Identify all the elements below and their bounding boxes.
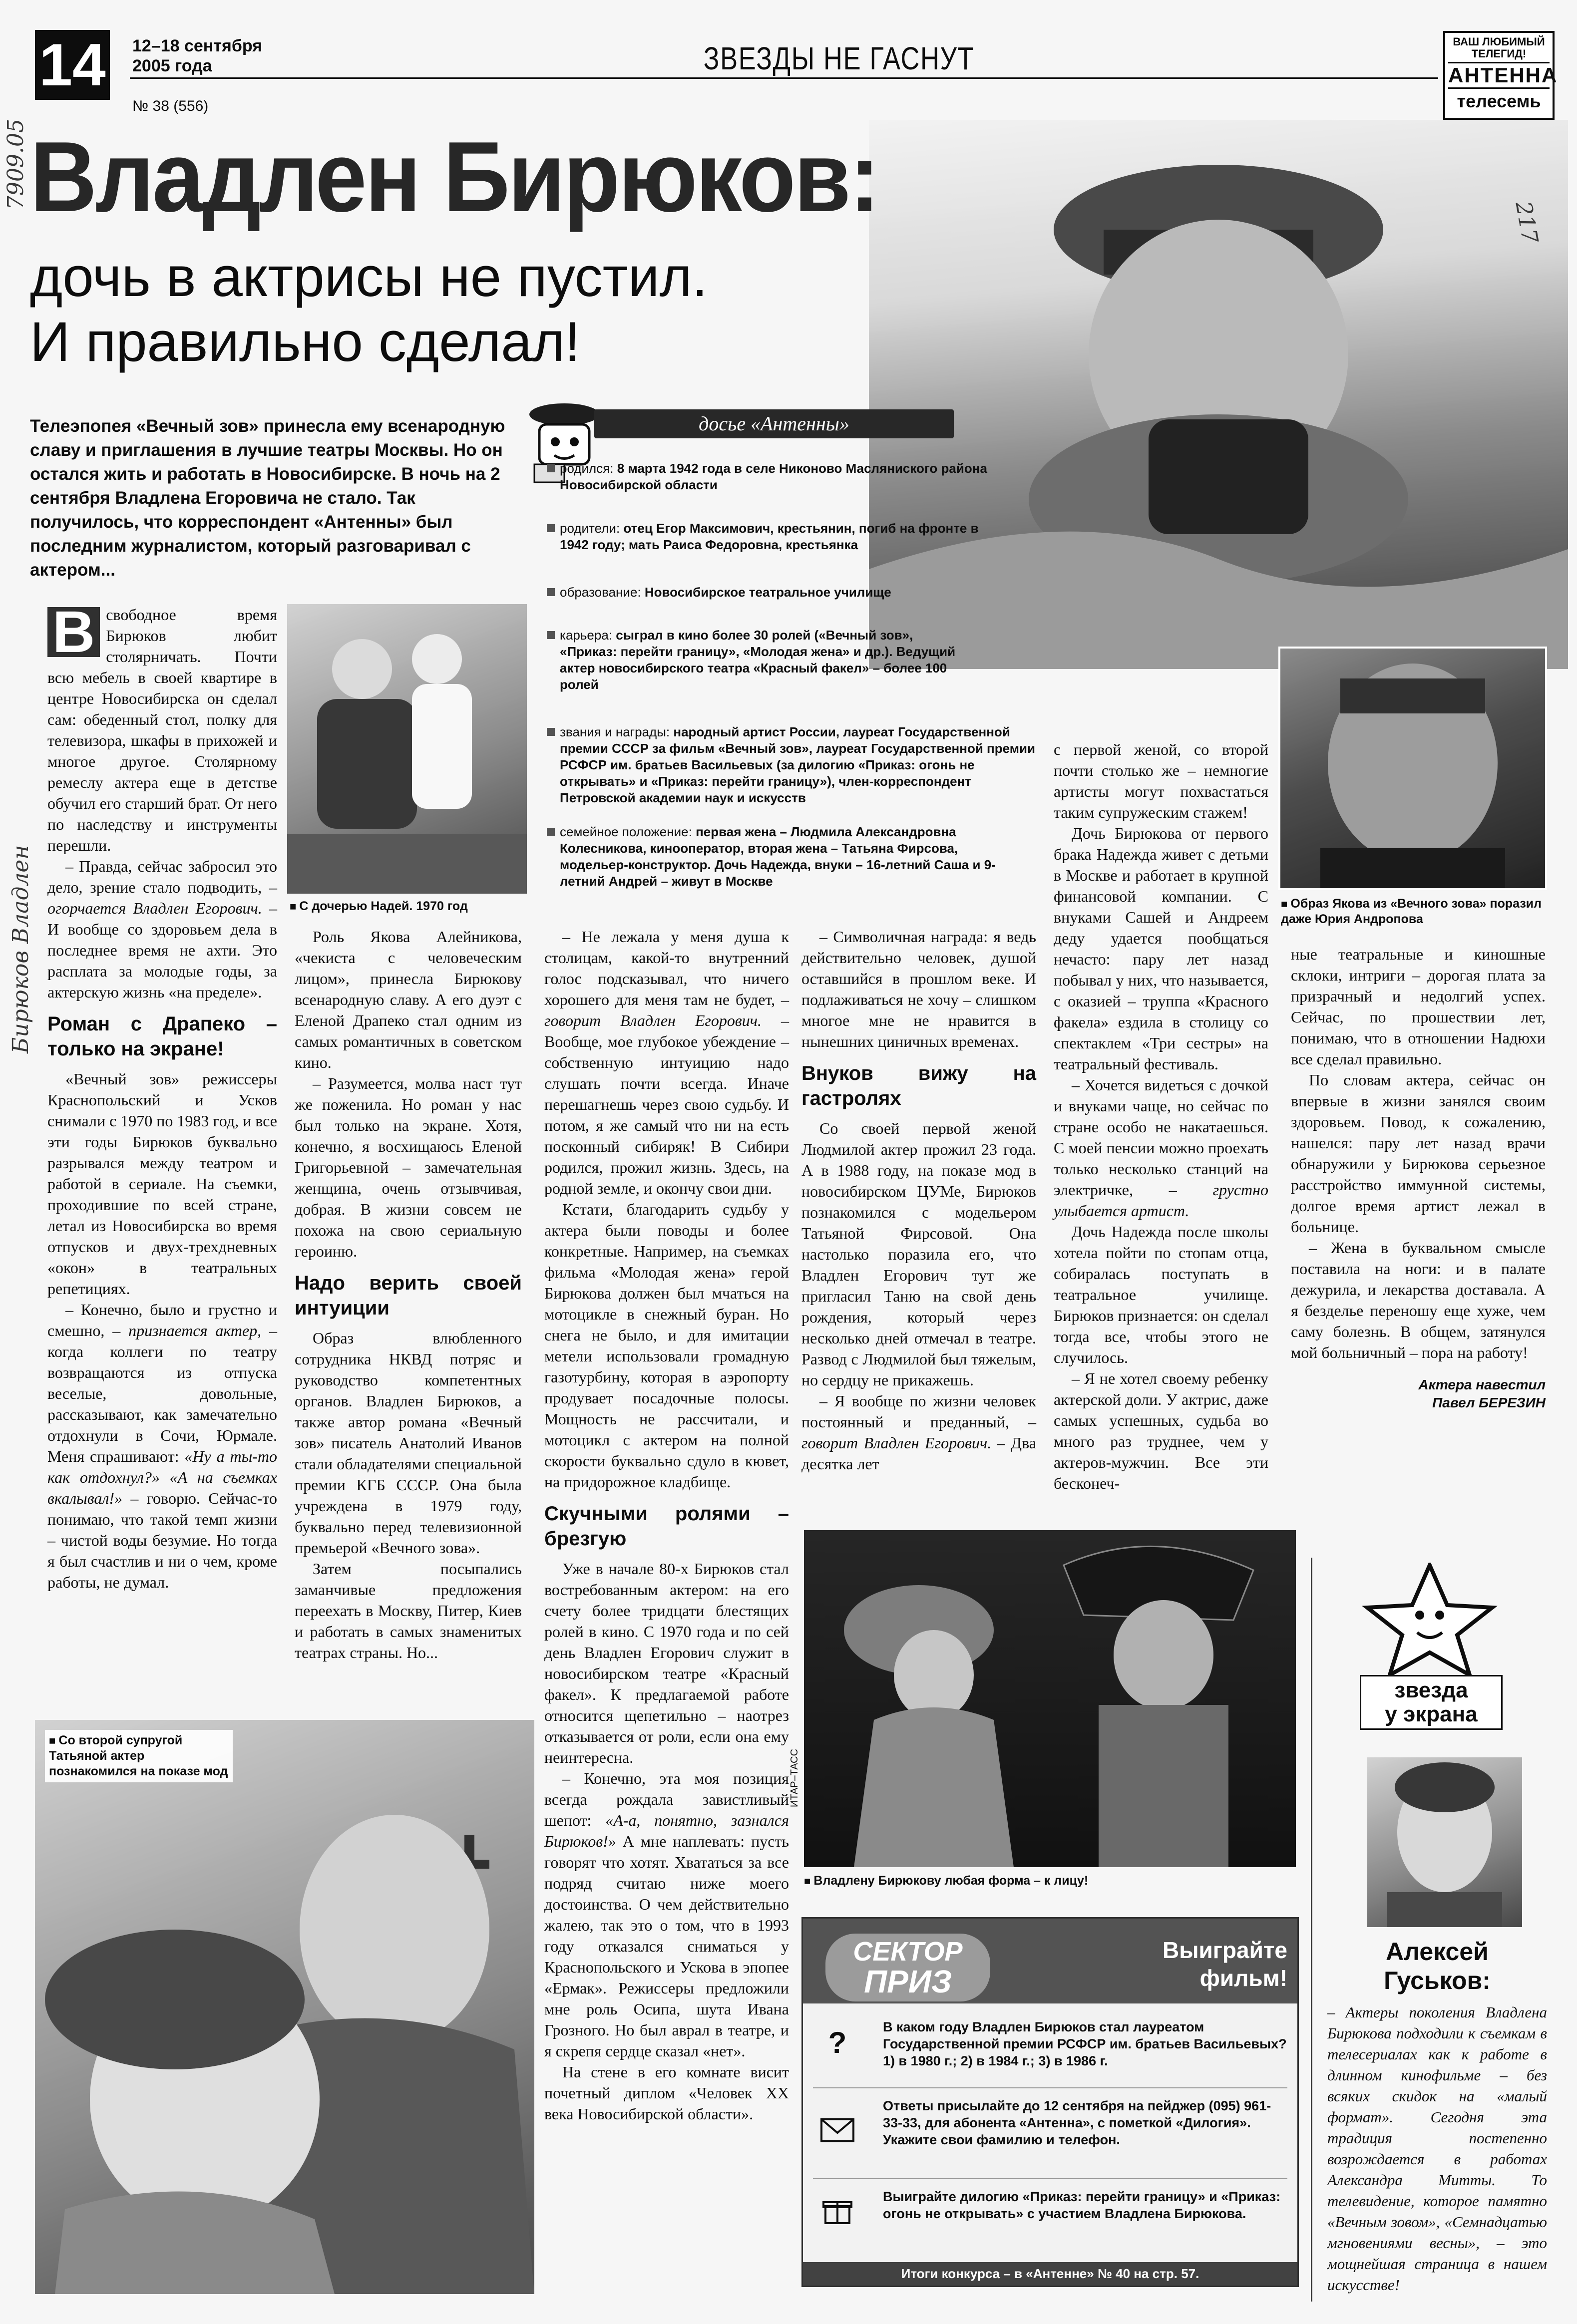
prize-contest-box [801,1917,1299,2287]
paragraph: – Два десятка лет [801,1434,1036,1473]
attribution: говорит Владлен Егорович. [801,1434,992,1452]
antenna-logo [1443,31,1558,120]
article-column-5 [1054,739,1268,1494]
headline-subtitle [30,245,708,374]
answers-text: Ответы присылайте до 12 сентября на пейджер (095) 961-33-33, для абонента «Антенна», с пометкой «Дилогия». Укажите свои фамилию и телефон. [883,2098,1271,2147]
prize-divider [813,2087,1287,2088]
logo-line: СЕКТОР [853,1937,963,1967]
paragraph: – Хочется видеться с дочкой и внуками чаще, но сейчас по стране особо не накатаешься. С моей пенсии можно проехать только несколько станций на электричке, – [1054,1076,1268,1199]
guskov-name [1322,1937,1552,1995]
paragraph: – Разумеется, молва наст тут же поженила. Но роман у нас был только на экране. Хотя, конечно, я восхищаюсь Еленой Григорьевной – замечательная женщина, очень отзывчивая, добрая. В жизни совсем не похожа на свою сериальную героиню. [295,1074,522,1260]
quote: «Ну а ты-то как отдохнул?» «А на съемках вкалывал!» [47,1447,278,1507]
paragraph: – Я вообще по жизни человек постоянный и преданный, – [801,1392,1036,1431]
article-column-3 [544,926,789,2124]
paragraph: – Конечно, эта моя позиция всегда рождала завистливый шепот: [544,1769,789,1829]
dossier-item [547,724,1046,806]
guskov-silhouette [1367,1757,1522,1927]
prize-win-title [1123,1936,1287,1992]
quote: «А-а, понятно, зазнался Бирюков!» [544,1811,789,1850]
paragraph: ные театральные и киношные склоки, интриги – дорогая плата за призрачный и недолгий успех. Сейчас, по прошествии лет, понимаю, что в отношении Надюхи все сделал правильно. [1291,945,1546,1068]
badge-line: у экрана [1385,1702,1478,1726]
prize-answers [813,2097,1287,2148]
dossier-text: первая жена – Людмила Александровна Колесникова, кинооператор, вторая жена – Татьяна Фирсова, модельер-конструктор. Дочь Надежда, внуки – 16-летний Саша и 9-летний Андрей – живут в Москве [560,824,996,889]
headline-title: Владлен Бирюков: [30,121,878,233]
subtitle-line-1: дочь в актрисы не пустил. [30,246,708,308]
section-rubric: ЗВЕЗДЫ НЕ ГАСНУТ [703,40,975,76]
subtitle-line-2: И правильно сделал! [30,311,580,373]
dossier-text: Новосибирское театральное училище [644,585,891,600]
dossier-label: звания и награды: [560,724,670,739]
article-lead: Телеэпопея «Вечный зов» принесла ему всенародную славу и приглашения в лучшие театры Москвы. Но он остался жить и работать в Новосибирске. В ночь на 2 сентября Владлена Егоровича не стало. Так получилось, что корреспондент «Антенны» был последним журналистом, который разговаривал с актером... [30,416,505,580]
attribution: признается актер, [128,1322,262,1339]
photo-guskov [1367,1757,1522,1927]
photo-with-wife [35,1720,534,2294]
dossier-item [547,584,1006,601]
paragraph: По словам актера, сейчас он впервые в жизни занялся своим здоровьем. Повод, к сожалению, нашелся: пару лет назад врачи обнаружили у Бирюкова серьезное расстройство иммунной системы, долгое время артист лежал в больнице. [1291,1071,1546,1236]
prize-gift [813,2188,1287,2222]
attribution: огорчается Владлен Егорович. [47,899,262,917]
drop-cap: В [47,607,100,657]
paragraph: – Я не хотел своему ребенку актерской доли. У актрис, даже самых успешных, судьба во много раз труднее, чем у актеров-мужчин. Все эти бесконеч- [1054,1369,1268,1492]
paragraph: – Не лежала у меня душа к столицам, какой-то внутренний голос подсказывал, что ничего хорошего для меня там не будет, – [544,928,789,1008]
portrait-silhouette [1280,649,1545,888]
subhead-boring-roles: Скучными ролями – брезгую [544,1503,789,1550]
photo-with-daughter [287,604,527,894]
dossier-item [547,460,1006,493]
attribution: говорит Владлен Егорович. [544,1011,762,1029]
star-sidebar [1311,1558,1562,2302]
stage-actors-silhouette [804,1530,1296,1867]
paragraph: – Вообще, мое глубокое убеждение – собственную интуицию надо слушать почти всегда. Иначе перешагнешь через свою судьбу. И потом, я же самый что ни на есть посконный сибиряк! В Сибири родился, прожил жизнь. Здесь, на родной земле, и окончу свои дни. [544,1011,789,1197]
prize-footer: Итоги конкурса – в «Антенне» № 40 на стр. 57. [803,2262,1297,2286]
father-daughter-silhouette [287,604,527,894]
paragraph: – Правда, сейчас забросил это дело, зрение стало подводить, – [47,857,277,896]
question-text: В каком году Владлен Бирюков стал лауреатом Государственной премии РСФСР им. братьев Васильевых? 1) в 1980 г.; 2) в 1984 г.; 3) в 1986 г. [883,2019,1287,2068]
article-column-6 [1291,944,1546,1412]
article-column-1 [47,599,278,1593]
dossier-text: отец Егор Максимович, крестьянин, погиб на фронте в 1942 году; мать Раиса Федоровна, крестьянка [560,521,979,552]
article-column-4 [801,926,1036,1474]
issue-year: 2005 года [132,56,212,75]
logo-sub: телесемь [1457,91,1541,111]
subhead-intuition: Надо верить своей интуиции [295,1272,522,1319]
name-line: Алексей [1386,1938,1489,1966]
paragraph: – Жена в буквальном смысле поставила на ноги: и в палате дежурила, и лекарства доставала. А я безделье переношу еще хуже, чем саму болезнь. В общем, затянулся мой больничный – пора на работу! [1291,1239,1546,1361]
paragraph: «Вечный зов» режиссеры Краснопольский и Усков снимали с 1970 по 1983 год, и все эти годы Бирюков буквально разрывался между театром и работой в сериале. На съемки, проходившие по всей стране, летал из Новосибирска во время отпусков и двух-трехдневных «окон» в театральных репетициях. [47,1070,277,1298]
subhead-drapeko: Роман с Драпеко – только на экране! [47,1013,277,1060]
dossier-label: карьера: [560,628,613,643]
paragraph: – Символичная награда: я ведь действительно человек, душой оставшийся в прошлом веке. И подлаживаться не хочу – слишком многое мне не нравится в нынешних циничных временах. [801,928,1036,1050]
gift-icon [820,2195,855,2230]
photo-credit: ИТАР–ТАСС [789,1748,800,1807]
guskov-quote: – Актеры поколения Владлена Бирюкова подходили к съемкам в телесериалах как к работе в длинном кинофильме – без всяких скидок на «малый формат». Сегодня эта традиция постепенно возрождается в работах Александра Митты. То телевидение, которое памятно «Вечным зовом», «Семнадцатью мгновениями весны», – это мощнейшая страница в нашем искусстве! [1327,2003,1547,2294]
envelope-icon [820,2115,855,2150]
handwritten-name: Бирюков Владлен [8,845,33,1053]
dossier-item [547,520,1006,553]
gift-text: Выиграйте дилогию «Приказ: перейти границу» и «Приказ: огонь не открывать» с участием Владлена Бирюкова. [883,2189,1281,2221]
logo-name: АНТЕННА [1448,62,1550,89]
issue-number: № 38 (556) [132,98,209,114]
dossier-label: родился: [560,461,614,476]
dossier-text: сыграл в кино более 30 ролей («Вечный зов», «Приказ: перейти границу», «Молодая жена» и др.). Ведущий актер новосибирского театра «Красный факел» – более 100 ролей [560,628,956,692]
prize-divider [813,2178,1287,2179]
issue-date-range: 12–18 сентября [132,36,262,55]
caption-vechny-zov: ■ Образ Якова из «Вечного зова» поразил даже Юрия Андропова [1281,896,1546,927]
win-line: Выиграйте [1162,1937,1287,1963]
byline-author: Павел БЕРЕЗИН [1432,1395,1546,1410]
header-rule [130,77,1438,79]
paragraph: А мне наплевать: пусть говорят что хотят. Хвататься за все подряд считаю ниже моего достоинства. О чем действительно жалею, так это о том, что в 1993 году отказался сниматься у Краснопольского и Ускова в эпопее «Ермак». Режиссеры предложили мне роль Осипа, шута Ивана Грозного. Но был аврал в театре, и я скрепя сердце сказал «нет». [544,1832,789,2060]
paragraph: Роль Якова Алейникова, «чекиста с человеческим лицом», принесла Бирюкову всенародную славу. А его дуэт с Еленой Драпеко стал одним из самых романтичных в советском кино. [295,928,522,1071]
win-line: фильм! [1199,1965,1287,1991]
dossier-title: досье «Антенны» [594,409,954,438]
question-mark-icon: ? [828,2026,847,2059]
paragraph: Затем посыпались заманчивые предложения переехать в Москву, Питер, Киев и работать в самых знаменитых театрах страны. Но... [295,1560,522,1661]
paragraph: с первой женой, со второй почти столько же – немногие артисты могут похвастаться таким супружеским стажем! [1054,740,1268,821]
paragraph: – Конечно, было и грустно и смешно, – [47,1301,277,1339]
subhead-grandsons: Внуков вижу на гастролях [801,1062,1036,1109]
dossier-text: 8 марта 1942 года в селе Никоново Масляниского района Новосибирской области [560,461,987,492]
star-badge-title [1360,1675,1503,1730]
paragraph: Кстати, благодарить судьбу у актера были поводы и более конкретные. Например, на съемках фильма «Молодая жена» герой Бирюкова должен был мчаться на мотоцикле в снежный буран. Но снега не было, и для имитации метели использовали громадную газотурбину, которая в аэропорту продувает посадочные полосы. Мощность не рассчитали, и мотоцикл с актером на полной скорости буквально сдуло в кювет, на придорожное кладбище. [544,1200,789,1491]
handwritten-date: 7909.05 [3,119,28,210]
paragraph: На стене в его комнате висит почетный диплом «Человек XX века Новосибирской области». [544,2063,789,2123]
caption-daughter: ■ С дочерью Надей. 1970 год [290,899,529,914]
paragraph: свободное время Бирюков любит столярничать. Почти всю мебель в своей квартире в центре Новосибирска он сделал сам: обеденный стол, полку для телевизора, шкафы в прихожей и многое другое. Столярному ремеслу актера еще в детстве обучил его старший брат. От него по наследству и инструменты перешли. [47,606,277,854]
dossier-text: народный артист России, лауреат Государственной премии СССР за фильм «Вечный зов», лауреат Государственной премии РСФСР им. братьев Васильевых (за дилогию «Приказ: огонь не открывать» и «Приказ: перейти границу»), член-корреспондент Петровской академии наук и искусств [560,724,1035,805]
photo-vechny-zov [1278,647,1547,890]
paragraph: – говорю. Сейчас-то понимаю, что такой темп жизни – чистой воды безумие. Но тогда я был счастлив и ни о чем, кроме работы, не думал. [47,1489,277,1591]
dossier-item [547,627,956,693]
paragraph: – когда коллеги по театру возвращаются из отпуска веселые, довольные, рассказывают, как замечательно отдохнули в Сочи, Юрмале. Меня спрашивают: [47,1322,278,1465]
paragraph: – И вообще со здоровьем дела в последнее время не ахти. Это расплата за молодые годы, за актерскую жизнь «на пределе». [47,899,277,1001]
caption-wife-text: Со второй супругой Татьяной актер познакомился на показе мод [49,1733,228,1778]
page-number: 14 [35,30,110,100]
issue-date [132,36,262,76]
byline-label: Актера навестил [1418,1377,1546,1392]
caption-wife [45,1730,233,1782]
dossier-item [547,824,1006,890]
photo-stage-costume [804,1530,1296,1867]
prize-question [813,2018,1287,2069]
dossier-label: семейное положение: [560,824,692,839]
attribution: грустно улыбается артист. [1054,1181,1269,1220]
paragraph: Уже в начале 80-х Бирюков стал востребованным актером: на его счету более тридцати блестящих ролей в кино. С 1970 года и по сей день Владлен Егорович служит в новосибирском театре «Красный факел». К предлагаемой работе относится щепетильно – наотрез отказывается от роли, если она ему неинтересна. [544,1560,789,1766]
dossier-label: образование: [560,585,641,600]
couple-silhouette [35,1720,534,2294]
paragraph: Образ влюбленного сотрудника НКВД потряс и руководство компетентных органов. Владлен Бирюков, а также автор романа «Вечный зов» писатель Анатолий Иванов стали обладателями специальной премии КГБ СССР. Она была учреждена в 1979 году, буквально перед телевизионной премьерой «Вечного зова». [295,1329,522,1557]
article-column-2 [295,926,522,1663]
sector-prize-logo [825,1934,990,2001]
paragraph: Дочь Надежда после школы хотела пойти по стопам отца, собиралась поступать в театральное училище. Бирюков признается: он сделал тогда все, чтобы этого не случилось. [1054,1223,1268,1366]
badge-line: звезда [1394,1678,1468,1702]
handwritten-number: 217 [1510,199,1543,246]
logo-line: ПРИЗ [864,1964,952,1999]
star-badge-icon [1355,1563,1505,1677]
dossier-label: родители: [560,521,620,536]
paragraph: Со своей первой женой Людмилой актер прожил 23 года. А в 1988 году, на показе мод в новосибирском ЦУМе, Бирюков познакомился с модельером Татьяной Фирсовой. Она настолько поразила его, что Владлен Егорович тут же пригласил Таню на свой день рождения, который через несколько дней отмечал в театре. Развод с Людмилой был тяжелым, но сердцу не прикажешь. [801,1119,1036,1389]
caption-stage: ■ Владлену Бирюкову любая форма – к лицу! [804,1873,1296,1889]
logo-slogan: ВАШ ЛЮБИМЫЙ ТЕЛЕГИД! [1453,35,1545,60]
name-line: Гуськов: [1384,1967,1491,1994]
paragraph: Дочь Бирюкова от первого брака Надежда живет с детьми в Москве и работает в крупной финансовой компании. С внуками Сашей и Андреем деду удается пообщаться нечасто: пару лет назад побывал у них, что называется, с оказией – труппа «Красного факела» ездила в столицу со спектаклем «Три сестры» на театральный фестиваль. [1054,824,1268,1073]
